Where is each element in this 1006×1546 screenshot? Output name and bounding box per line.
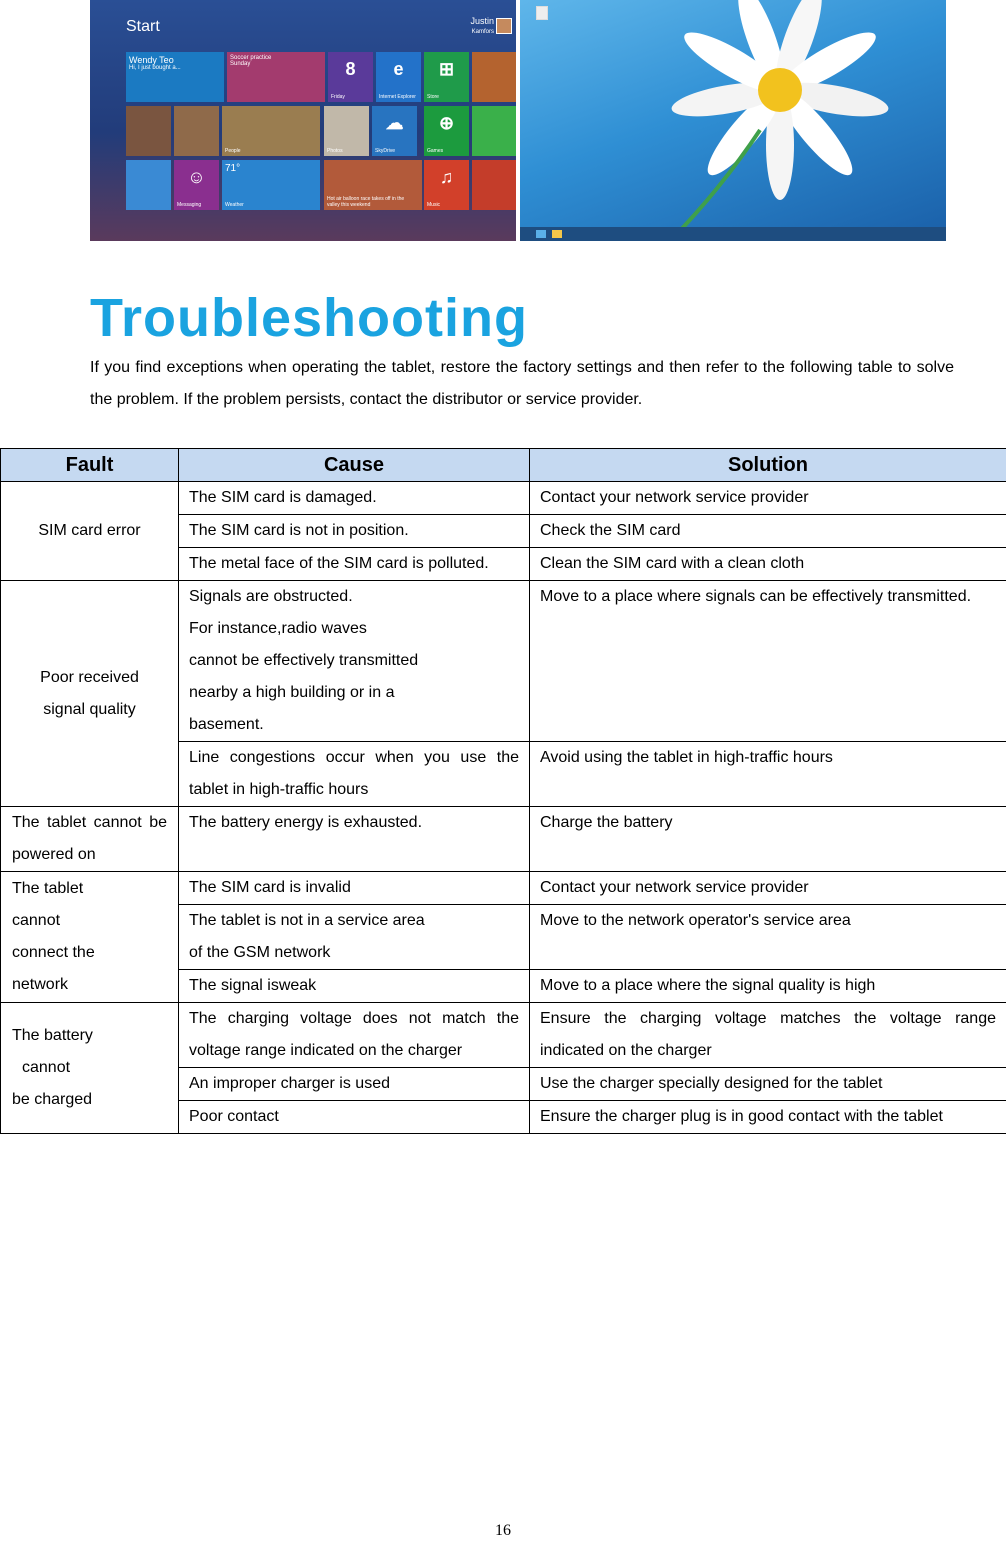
solution-cell: Ensure the charging voltage matches the voltage range indicated on the charger — [530, 1003, 1006, 1068]
start-title: Start — [126, 18, 160, 35]
desktop-image — [520, 0, 946, 241]
cause-cell: The signal isweak — [179, 970, 530, 1003]
table-row — [1, 1003, 1006, 1068]
cause-cell: Line congestions occur when you use the tablet in high-traffic hours — [179, 742, 530, 807]
user-account — [470, 16, 494, 38]
people-photo-1 — [126, 106, 171, 156]
music-label: Music — [427, 202, 441, 208]
calendar-text: Soccer practice — [230, 55, 272, 61]
header-solution: Solution — [530, 449, 1006, 482]
cause-cell: The metal face of the SIM card is polluted. — [179, 548, 530, 581]
fault-line: network — [12, 976, 69, 993]
intro-paragraph: If you find exceptions when operating the tablet, restore the factory settings and then refer to the following table to solve the problem. If the problem persists, contact the distributor or service provider. — [90, 359, 954, 408]
cause-line: For instance,radio waves — [189, 620, 367, 637]
people-tile — [222, 106, 320, 156]
solution-cell: Move to the network operator's service area — [530, 905, 1006, 970]
mail-text: Hi, I just bought a... — [129, 65, 181, 71]
fault-battery — [1, 1003, 179, 1134]
solution-cell: Ensure the charger plug is in good contact with the tablet — [530, 1101, 1006, 1134]
solution-cell: Move to a place where signals can be effectively transmitted. — [530, 581, 1006, 742]
skydrive-label: SkyDrive — [375, 148, 396, 154]
cause-cell: The charging voltage does not match the voltage range indicated on the charger — [179, 1003, 530, 1068]
table-row — [1, 581, 1006, 742]
mail-name: Wendy Teo — [129, 55, 174, 65]
fault-line: signal quality — [43, 700, 136, 718]
solution-cell: Move to a place where the signal quality is high — [530, 970, 1006, 1003]
solution-cell: Contact your network service provider — [530, 872, 1006, 905]
cloud-icon: ☁ — [385, 113, 404, 133]
solution-cell: Contact your network service provider — [530, 482, 1006, 515]
hero-screenshot — [90, 0, 946, 241]
news-tile — [324, 160, 422, 210]
table-row — [1, 482, 1006, 515]
solution-cell: Check the SIM card — [530, 515, 1006, 548]
solution-cell: Charge the battery — [530, 807, 1006, 872]
solution-cell: Use the charger specially designed for the tablet — [530, 1068, 1006, 1101]
ie-taskbar-icon — [536, 230, 546, 238]
fault-line: cannot — [22, 1059, 71, 1076]
header-fault: Fault — [1, 449, 179, 482]
cause-cell: The SIM card is damaged. — [179, 482, 530, 515]
user-sub: Kamfors — [471, 29, 494, 35]
cause-line: of the GSM network — [189, 944, 331, 961]
ie-icon: e — [393, 59, 404, 79]
date-number: 8 — [345, 59, 356, 79]
messaging-label: Messaging — [177, 202, 202, 208]
store-icon: ⊞ — [438, 59, 455, 79]
video-tile — [472, 160, 516, 210]
ie-label: Internet Explorer — [379, 94, 416, 100]
gamepad-icon: ⊕ — [438, 113, 455, 133]
table-header-row — [1, 449, 1006, 482]
people-label: People — [225, 148, 241, 154]
cause-cell: The SIM card is invalid — [179, 872, 530, 905]
weather-label: Weather — [225, 202, 244, 208]
store-tile — [424, 52, 469, 102]
store-label: Store — [427, 94, 439, 100]
games-tile — [424, 106, 469, 156]
weather-temp: 71° — [225, 163, 241, 174]
games-label: Games — [427, 148, 444, 154]
cause-cell: An improper charger is used — [179, 1068, 530, 1101]
messaging-tile — [174, 160, 219, 210]
calendar-time: Sunday — [230, 61, 251, 67]
taskbar — [520, 227, 946, 241]
fault-line: Poor received — [40, 668, 139, 686]
chat-icon: ☺ — [187, 167, 206, 187]
skydrive-tile — [372, 106, 417, 156]
page-title: Troubleshooting — [90, 288, 528, 348]
cause-cell — [179, 581, 530, 742]
date-day: Friday — [331, 94, 345, 100]
fault-sim: SIM card error — [1, 482, 179, 581]
photos-label: Photos — [327, 148, 343, 154]
cause-cell: Poor contact — [179, 1101, 530, 1134]
mail-tile — [126, 52, 224, 102]
fault-line: cannot — [12, 912, 61, 929]
table-row — [1, 872, 1006, 905]
cause-line: basement. — [189, 716, 264, 733]
cause-cell: The battery energy is exhausted. — [179, 807, 530, 872]
page-number: 16 — [495, 1522, 511, 1539]
news-text: Hot air balloon race takes off in the valley this weekend — [327, 196, 405, 208]
avatar — [496, 18, 512, 34]
fault-line: connect the — [12, 944, 95, 961]
fault-line: The battery — [12, 1027, 93, 1044]
cause-cell — [179, 905, 530, 970]
start-screen-image — [90, 0, 516, 241]
cause-line: The tablet is not in a service area — [189, 912, 425, 929]
headphones-icon: ♫ — [439, 167, 454, 187]
table-row — [1, 807, 1006, 872]
people-photo-2 — [174, 106, 219, 156]
music-tile — [424, 160, 469, 210]
flower-tile — [126, 160, 171, 210]
solution-cell: Avoid using the tablet in high-traffic hours — [530, 742, 1006, 807]
cause-cell: The SIM card is not in position. — [179, 515, 530, 548]
troubleshooting-table — [0, 448, 1006, 1134]
solution-cell: Clean the SIM card with a clean cloth — [530, 548, 1006, 581]
cause-line: Signals are obstructed. — [189, 588, 353, 605]
calendar-tile — [227, 52, 325, 102]
fault-power: The tablet cannot be powered on — [1, 807, 179, 872]
fault-line: be charged — [12, 1091, 93, 1108]
fault-line: The tablet — [12, 880, 84, 897]
header-cause: Cause — [179, 449, 530, 482]
user-name: Justin — [470, 16, 494, 26]
weather-tile — [222, 160, 320, 210]
date-tile — [328, 52, 373, 102]
fault-network — [1, 872, 179, 1003]
cause-line: cannot be effectively transmitted — [189, 652, 419, 669]
ie-tile — [376, 52, 421, 102]
fault-signal — [1, 581, 179, 807]
daisy-flower-art — [520, 0, 946, 241]
photo-tile-2 — [324, 106, 369, 156]
folder-taskbar-icon — [552, 230, 562, 238]
photo-tile — [472, 52, 516, 102]
camera-tile — [472, 106, 516, 156]
cause-line: nearby a high building or in a — [189, 684, 395, 701]
